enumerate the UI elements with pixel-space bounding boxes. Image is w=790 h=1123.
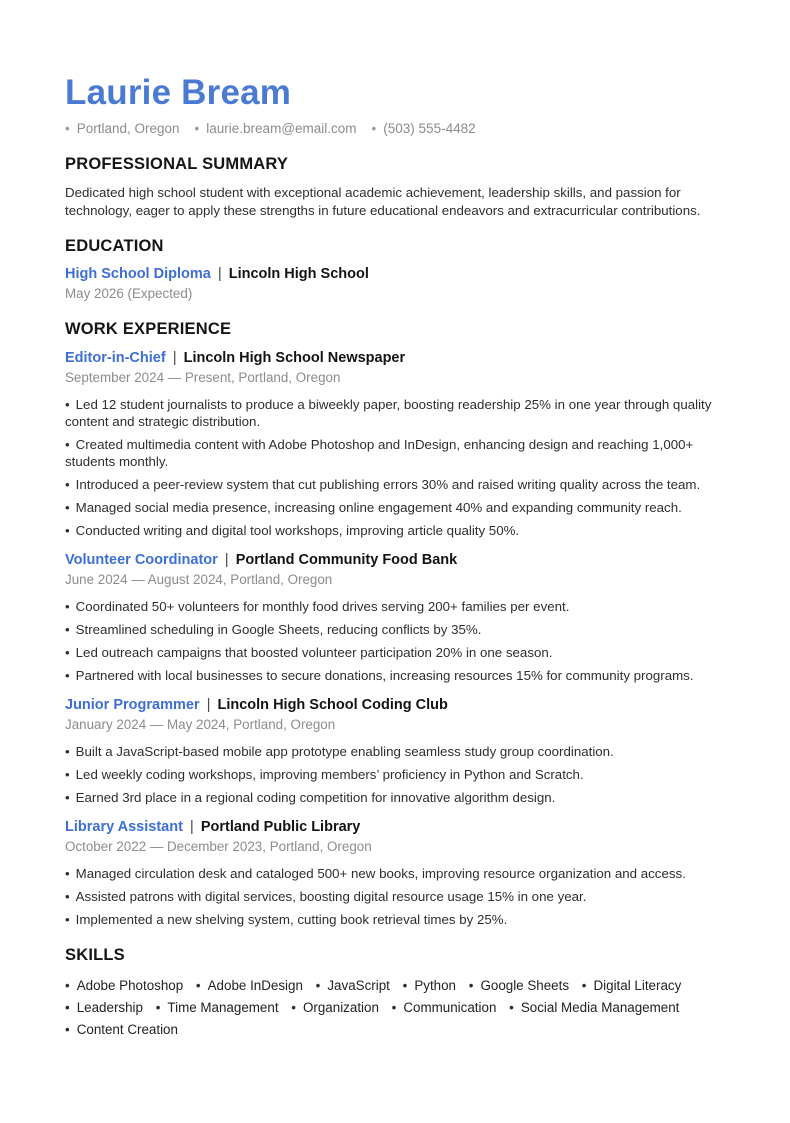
job-title-row [65, 696, 726, 714]
job-dates: September 2024 — Present, Portland, Oregon [65, 370, 341, 385]
bullet-text: Managed circulation desk and cataloged 500+ new books, improving resource organization and access. [75, 866, 686, 881]
contact-email-text: laurie.bream@email.com [206, 121, 357, 136]
bullet-separator-icon: • [194, 121, 200, 136]
bullet-text: Earned 3rd place in a regional coding competition for innovative algorithm design. [75, 790, 556, 805]
job-entry [65, 818, 726, 928]
education-entry [65, 265, 726, 302]
company-name: Lincoln High School Newspaper [183, 350, 406, 366]
bullet-icon: • [581, 978, 587, 993]
pipe-separator: | [224, 551, 229, 568]
job-title: Junior Programmer [65, 697, 200, 713]
skill-text: Social Media Management [520, 1000, 680, 1015]
contact-location-text: Portland, Oregon [76, 121, 180, 136]
pipe-separator: | [189, 818, 194, 835]
bullet-text: Assisted patrons with digital services, boosting digital resource usage 15% in one year. [75, 889, 587, 904]
bullet-separator-icon: • [65, 121, 70, 136]
bullet-icon: • [402, 978, 408, 993]
bullet-item [65, 865, 726, 882]
bullet-text: Coordinated 50+ volunteers for monthly food drives serving 200+ families per event. [75, 599, 570, 614]
graduation-date: May 2026 (Expected) [65, 286, 193, 301]
bullet-icon: • [65, 668, 70, 683]
bullet-separator-icon: • [371, 121, 377, 136]
job-title: Editor-in-Chief [65, 350, 166, 366]
skill-item [156, 997, 279, 1019]
bullet-icon: • [391, 1000, 397, 1015]
bullet-icon: • [65, 889, 70, 904]
bullet-item [65, 743, 726, 760]
bullet-icon: • [65, 1022, 70, 1037]
bullet-icon: • [65, 599, 70, 614]
bullet-text: Partnered with local businesses to secure donations, increasing resources 15% for community programs. [75, 668, 694, 683]
bullet-icon: • [65, 645, 70, 660]
bullet-icon: • [65, 912, 70, 927]
bullet-text: Conducted writing and digital tool workshops, improving article quality 50%. [75, 523, 520, 538]
skill-item [291, 997, 379, 1019]
bullet-icon: • [291, 1000, 296, 1015]
skill-text: Google Sheets [480, 978, 570, 993]
job-entry [65, 349, 726, 539]
job-entry [65, 696, 726, 806]
bullet-item [65, 644, 726, 661]
bullet-text: Created multimedia content with Adobe Photoshop and InDesign, enhancing design and reaching 1,000+ students monthly. [65, 437, 694, 469]
job-dates: October 2022 — December 2023, Portland, Oregon [65, 839, 372, 854]
skill-text: Content Creation [76, 1022, 178, 1037]
skill-item [509, 997, 679, 1019]
skill-text: JavaScript [327, 978, 390, 993]
skills-list [65, 975, 726, 1041]
contact-location [65, 120, 180, 137]
contact-email [195, 120, 357, 137]
skill-item [65, 997, 143, 1019]
contact-phone [372, 120, 476, 137]
job-entry [65, 551, 726, 684]
job-bullets [65, 396, 726, 539]
bullet-item [65, 436, 726, 470]
bullet-icon: • [65, 978, 70, 993]
pipe-separator: | [217, 265, 222, 282]
school-name: Lincoln High School [228, 266, 369, 282]
skill-text: Adobe Photoshop [76, 978, 184, 993]
job-bullets [65, 743, 726, 806]
bullet-text: Led 12 student journalists to produce a biweekly paper, boosting readership 25% in one year through quality content and strategic distribution. [65, 397, 712, 429]
bullet-icon: • [65, 477, 70, 492]
bullet-item [65, 476, 726, 493]
pipe-separator: | [206, 696, 211, 713]
bullet-icon: • [65, 500, 70, 515]
job-title-row [65, 349, 726, 367]
job-title: Volunteer Coordinator [65, 552, 218, 568]
skill-text: Leadership [76, 1000, 143, 1015]
bullet-text: Built a JavaScript-based mobile app prototype enabling seamless study group coordination. [75, 744, 614, 759]
company-name: Portland Public Library [200, 819, 361, 835]
bullet-text: Led outreach campaigns that boosted volunteer participation 20% in one season. [75, 645, 553, 660]
bullet-text: Implemented a new shelving system, cutting book retrieval times by 25%. [75, 912, 508, 927]
contact-row [65, 120, 726, 137]
bullet-text: Streamlined scheduling in Google Sheets, reducing conflicts by 35%. [75, 622, 482, 637]
bullet-item [65, 621, 726, 638]
bullet-icon: • [468, 978, 474, 993]
job-title-row [65, 818, 726, 836]
skill-item [582, 975, 682, 997]
skill-item [65, 975, 183, 997]
skill-text: Organization [302, 1000, 379, 1015]
bullet-text: Introduced a peer-review system that cut publishing errors 30% and raised writing quality across the team. [75, 477, 701, 492]
pipe-separator: | [172, 349, 177, 366]
contact-phone-text: (503) 555-4482 [383, 121, 476, 136]
company-name: Lincoln High School Coding Club [217, 697, 448, 713]
bullet-item [65, 499, 726, 516]
bullet-item [65, 667, 726, 684]
bullet-icon: • [65, 1000, 70, 1015]
bullet-icon: • [195, 978, 201, 993]
skill-item [65, 1019, 178, 1041]
bullet-icon: • [65, 790, 70, 805]
job-bullets [65, 598, 726, 684]
company-name: Portland Community Food Bank [235, 552, 458, 568]
section-heading-professional-summary: PROFESSIONAL SUMMARY [65, 155, 289, 173]
bullet-text: Managed social media presence, increasing online engagement 40% and expanding community reach. [75, 500, 682, 515]
bullet-item [65, 911, 726, 928]
bullet-icon: • [155, 1000, 161, 1015]
skill-item [196, 975, 303, 997]
job-dates: June 2024 — August 2024, Portland, Oregon [65, 572, 333, 587]
skill-text: Time Management [167, 1000, 279, 1015]
bullet-item [65, 766, 726, 783]
bullet-icon: • [65, 523, 70, 538]
education-title-row [65, 265, 726, 283]
job-title-row [65, 551, 726, 569]
degree-title: High School Diploma [65, 266, 211, 282]
bullet-item [65, 396, 726, 430]
bullet-item [65, 789, 726, 806]
skill-text: Python [414, 978, 457, 993]
skill-item [316, 975, 390, 997]
skill-item [469, 975, 569, 997]
section-heading-skills: SKILLS [65, 946, 125, 964]
bullet-text: Led weekly coding workshops, improving members’ proficiency in Python and Scratch. [75, 767, 584, 782]
bullet-icon: • [65, 397, 70, 412]
skill-item [392, 997, 497, 1019]
job-title: Library Assistant [65, 819, 183, 835]
skill-item [403, 975, 456, 997]
bullet-icon: • [65, 767, 70, 782]
skill-text: Adobe InDesign [207, 978, 303, 993]
bullet-icon: • [509, 1000, 514, 1015]
bullet-item [65, 598, 726, 615]
bullet-item [65, 522, 726, 539]
bullet-icon: • [315, 978, 321, 993]
section-heading-education: EDUCATION [65, 237, 164, 255]
bullet-icon: • [65, 866, 70, 881]
skill-text: Digital Literacy [593, 978, 682, 993]
skill-text: Communication [403, 1000, 497, 1015]
bullet-icon: • [65, 744, 70, 759]
section-heading-work-experience: WORK EXPERIENCE [65, 320, 232, 338]
summary-text: Dedicated high school student with exceptional academic achievement, leadership skills, and passion for technology, eager to apply these strengths in future educational endeavors and extracurricular contributions. [65, 185, 701, 218]
job-bullets [65, 865, 726, 928]
bullet-icon: • [65, 622, 70, 637]
bullet-icon: • [65, 437, 70, 452]
job-dates: January 2024 — May 2024, Portland, Oregon [65, 717, 336, 732]
bullet-item [65, 888, 726, 905]
resume-name: Laurie Bream [65, 73, 292, 112]
